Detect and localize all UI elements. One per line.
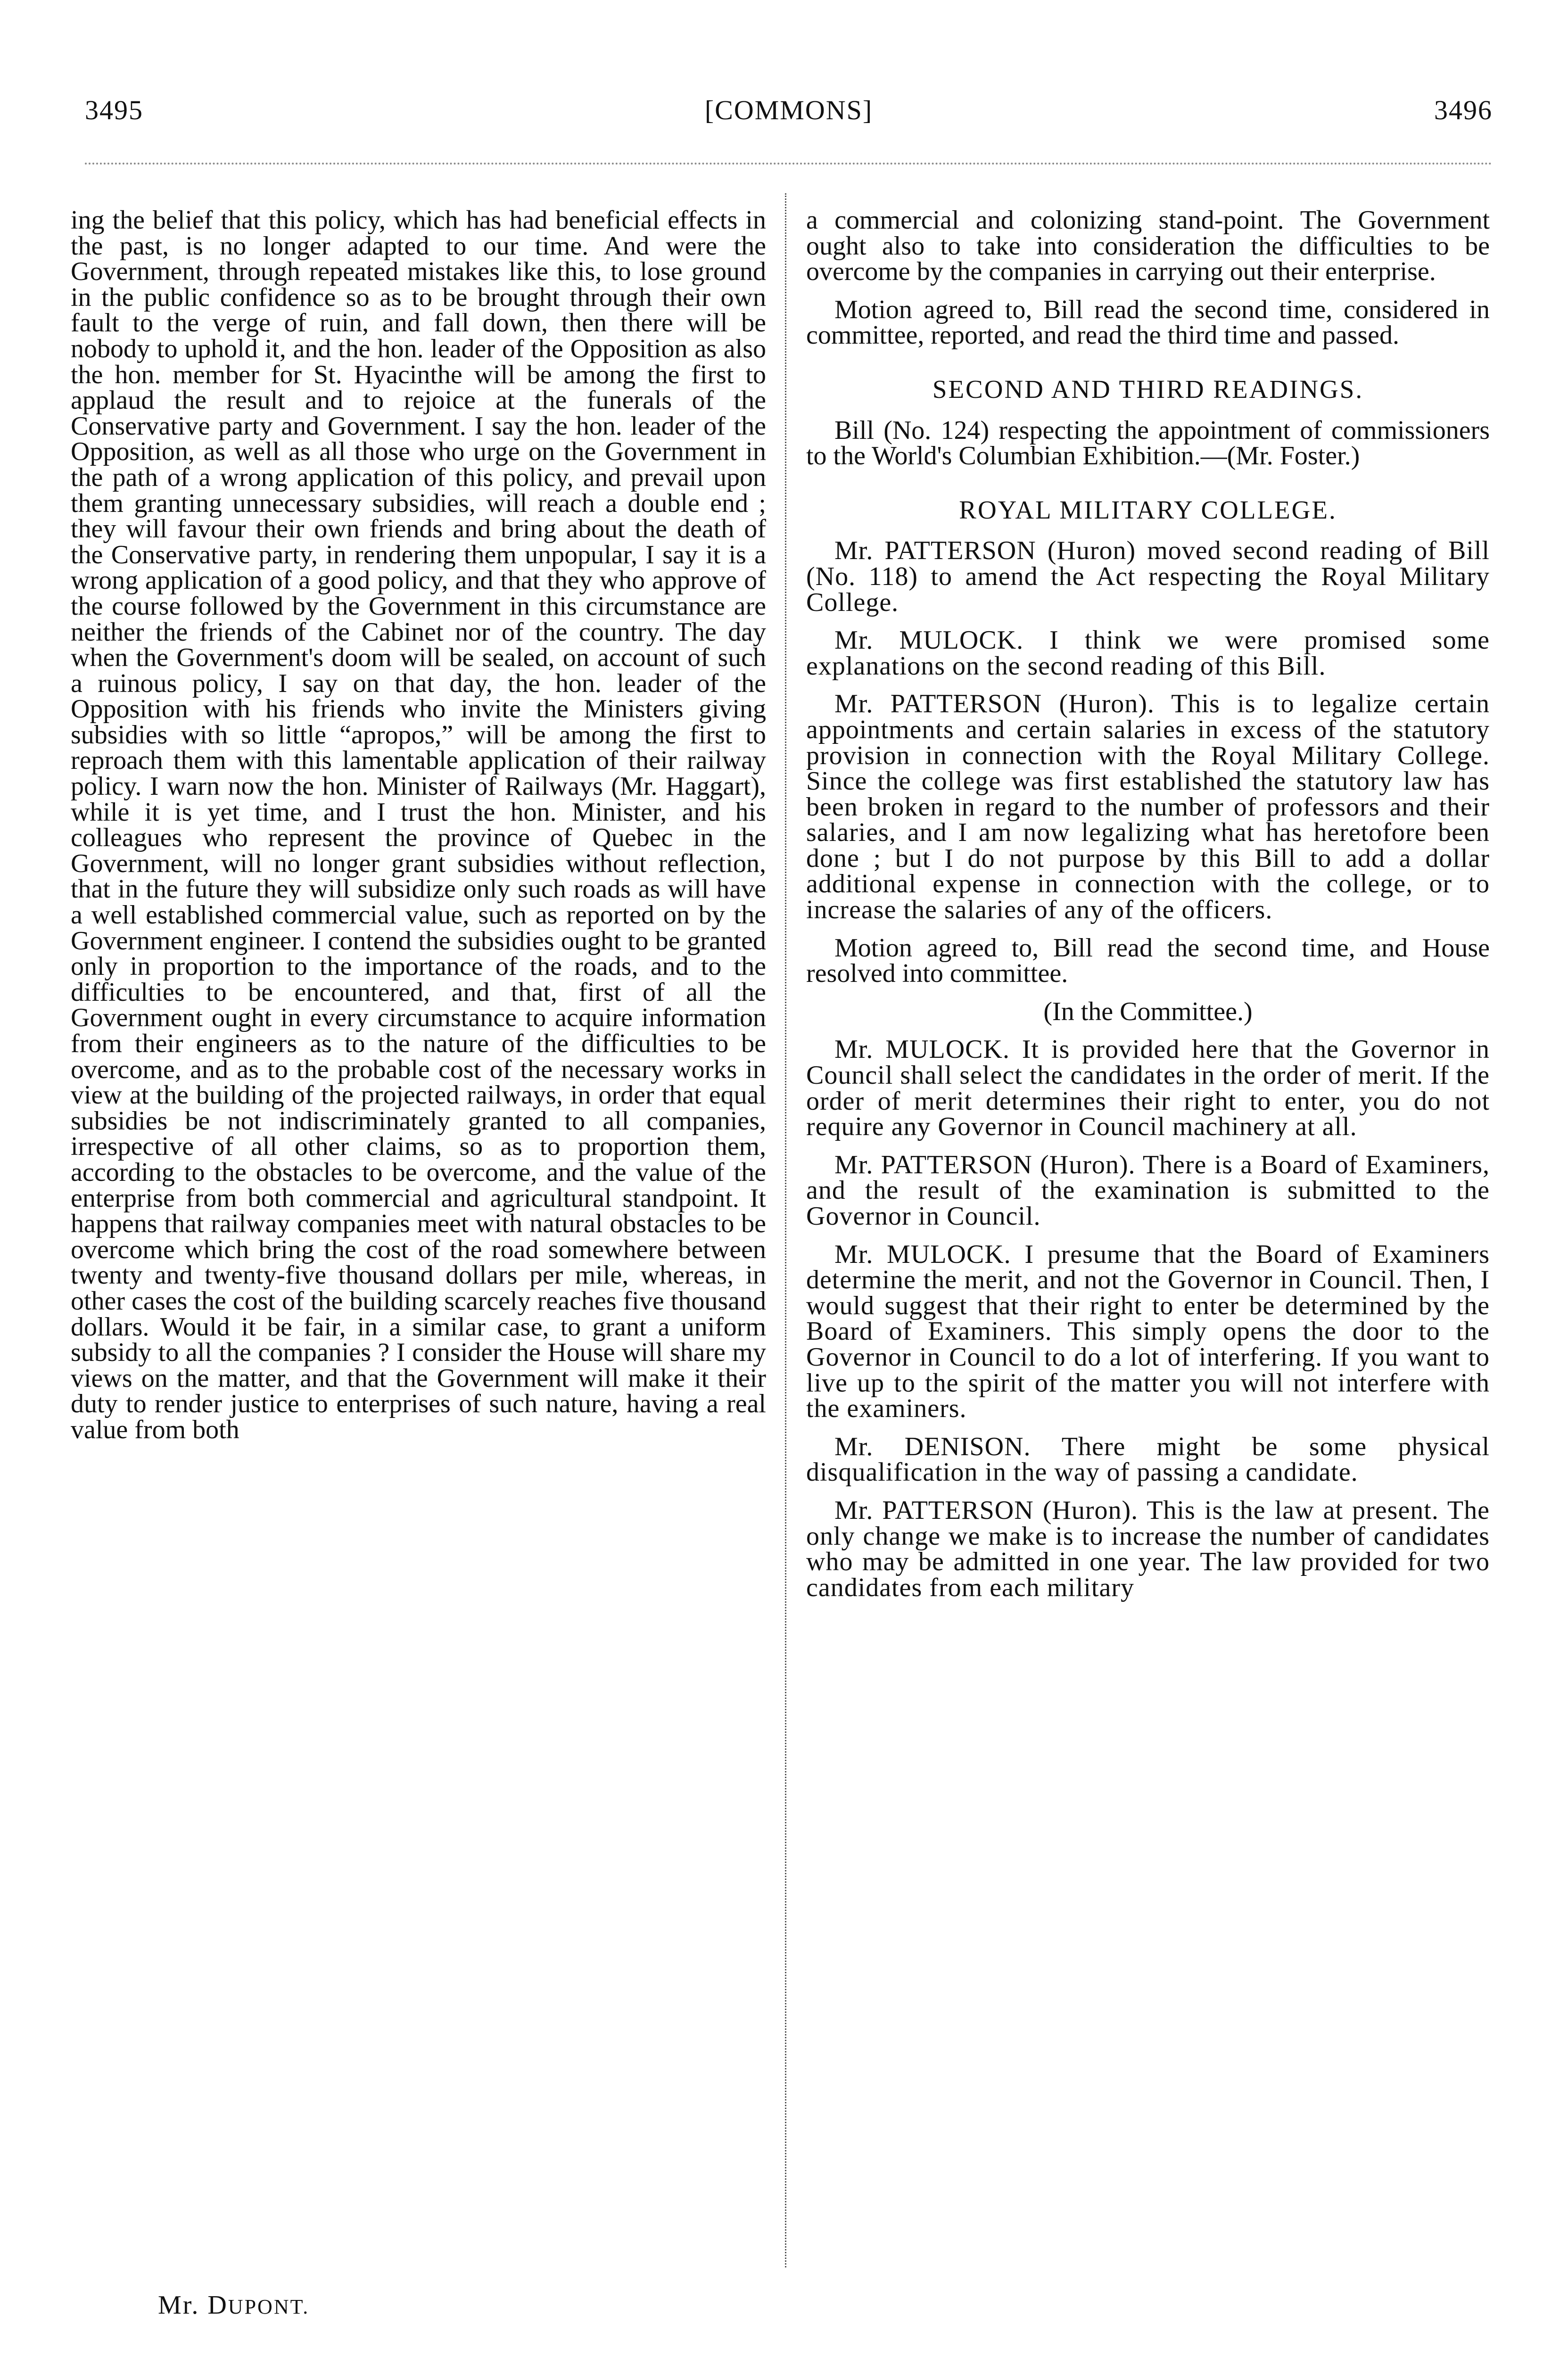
header-rule: [85, 163, 1493, 165]
right-column: [806, 207, 1490, 1600]
continued-paragraph: a commercial and colonizing stand-point. The Government ought also to take into consideration the difficulties to be overcome by the companies in carrying out their enterprise.: [806, 206, 1490, 287]
speech-patterson-2: Mr. PATTERSON (Huron). This is to legalize certain appointments and certain salaries in excess of the statutory provision in connection with the Royal Military College. Since the college was first established the statutory law has been broken in regard to the number of professors and their salaries, and I am now legalizing what has heretofore been done ; but I do not purpose by this Bill to add a dollar additional expense in connection with the college, or to increase the salaries of any of the officers.: [806, 689, 1490, 925]
left-column: [71, 207, 766, 1443]
speech-mulock-2: Mr. MULOCK. It is provided here that the Governor in Council shall select the candidates in the order of merit. If the order of merit determines their right to enter, you do not require any Governor in Council machinery at all.: [806, 1035, 1490, 1142]
committee-note: (In the Committee.): [1043, 997, 1253, 1026]
speech-mulock-1: Mr. MULOCK. I think we were promised some explanations on the second reading of this Bill.: [806, 626, 1490, 681]
speech-paragraph: ing the belief that this policy, which has had beneficial effects in the past, is no longer adapted to our time. And were the Government, through repeated mistakes like this, to lose ground in the public confidence so as to be brought through their own fault to the verge of ruin, and fall down, then there will be nobody to uphold it, and the hon. leader of the Opposition as also the hon. member for St. Hyacinthe will be among the first to applaud the result and to rejoice at the funerals of the Conservative party and Government. I say the hon. leader of the Opposition, as well as all those who urge on the Government in the path of a wrong application of this policy, and prevail upon them granting unnecessary subsidies, will reach a double end ; they will favour their own friends and bring about the death of the Conservative party, in rendering them unpopular, I say it is a wrong application of a good policy, and that they who approve of the course followed by the Government in this circumstance are neither the friends of the Cabinet nor of the country. The day when the Government's doom will be sealed, on account of such a ruinous policy, I say on that day, the hon. leader of the Opposition with his friends who invite the Ministers giving subsidies with so little “apropos,” will be among the first to reproach them with this lamentable application of their railway policy. I warn now the hon. Minister of Railways (Mr. Haggart), while it is yet time, and I trust the hon. Minister, and his colleagues who represent the province of Quebec in the Government, will no longer grant subsidies without reflection, that in the future they will subsidize only such roads as will have a well established commercial value, such as reported on by the Government engineer. I contend the subsidies ought to be granted only in proportion to the importance of the roads, and to the difficulties to be encountered, and that, first of all the Government ought in every circumstance to acquire information from their engineers as to the nature of the difficulties to be overcome, and as to the probable cost of the necessary works in view at the building of the projected railways, in order that equal subsidies be not indiscriminately granted to all companies, irrespective of all other claims, so as to proportion them, according to the obstacles to be overcome, and the value of the enterprise from both commercial and agricultural standpoint. It happens that railway companies meet with natural obstacles to be overcome which bring the cost of the road somewhere between twenty and twenty-five thousand dollars per mile, whereas, in other cases the cost of the building scarcely reaches five thousand dollars. Would it be fair, in a similar case, to grant a uniform subsidy to all the companies ? I consider the House will share my views on the matter, and that the Government will make it their duty to render justice to enterprises of such nature, having a real value from both: [71, 206, 766, 1444]
section-heading-readings: SECOND AND THIRD READINGS.: [932, 374, 1364, 404]
section-heading-rmc: ROYAL MILITARY COLLEGE.: [959, 495, 1337, 524]
speech-denison: Mr. DENISON. There might be some physical disqualification in the way of passing a candidate.: [806, 1432, 1490, 1487]
speech-mulock-3: Mr. MULOCK. I presume that the Board of Examiners determine the merit, and not the Governor in Council. Then, I would suggest that their right to enter be determined by the Board of Examiners. This simply opens the door to the Governor in Council to do a lot of interfering. If you want to live up to the spirit of the matter you will not interfere with the examiners.: [806, 1239, 1490, 1424]
speech-patterson-1: Mr. PATTERSON (Huron) moved second reading of Bill (No. 118) to amend the Act respecting the Royal Military College.: [806, 536, 1490, 617]
running-title: [COMMONS]: [704, 95, 873, 125]
speech-patterson-4: Mr. PATTERSON (Huron). This is the law at present. The only change we make is to increase the number of candidates who may be admitted in one year. The law provided for two candidates from each military: [806, 1495, 1490, 1602]
page-number-left: 3495: [85, 95, 143, 125]
column-divider: [785, 193, 786, 2267]
speaker-footer: [158, 2290, 309, 2320]
motion-paragraph: Motion agreed to, Bill read the second time, considered in committee, reported, and read the third time and passed.: [806, 295, 1490, 350]
motion-paragraph-2: Motion agreed to, Bill read the second time, and House resolved into committee.: [806, 933, 1490, 989]
speech-patterson-3: Mr. PATTERSON (Huron). There is a Board of Examiners, and the result of the examination is submitted to the Governor in Council.: [806, 1150, 1490, 1231]
speaker-footer-prefix: Mr. D: [158, 2291, 228, 2320]
speaker-footer-smallcaps: UPONT.: [228, 2295, 310, 2318]
bill-paragraph: Bill (No. 124) respecting the appointment of commissioners to the World's Columbian Exhibition.—(Mr. Foster.): [806, 415, 1490, 471]
page-number-right: 3496: [1434, 95, 1493, 125]
page-header: [85, 94, 1493, 127]
